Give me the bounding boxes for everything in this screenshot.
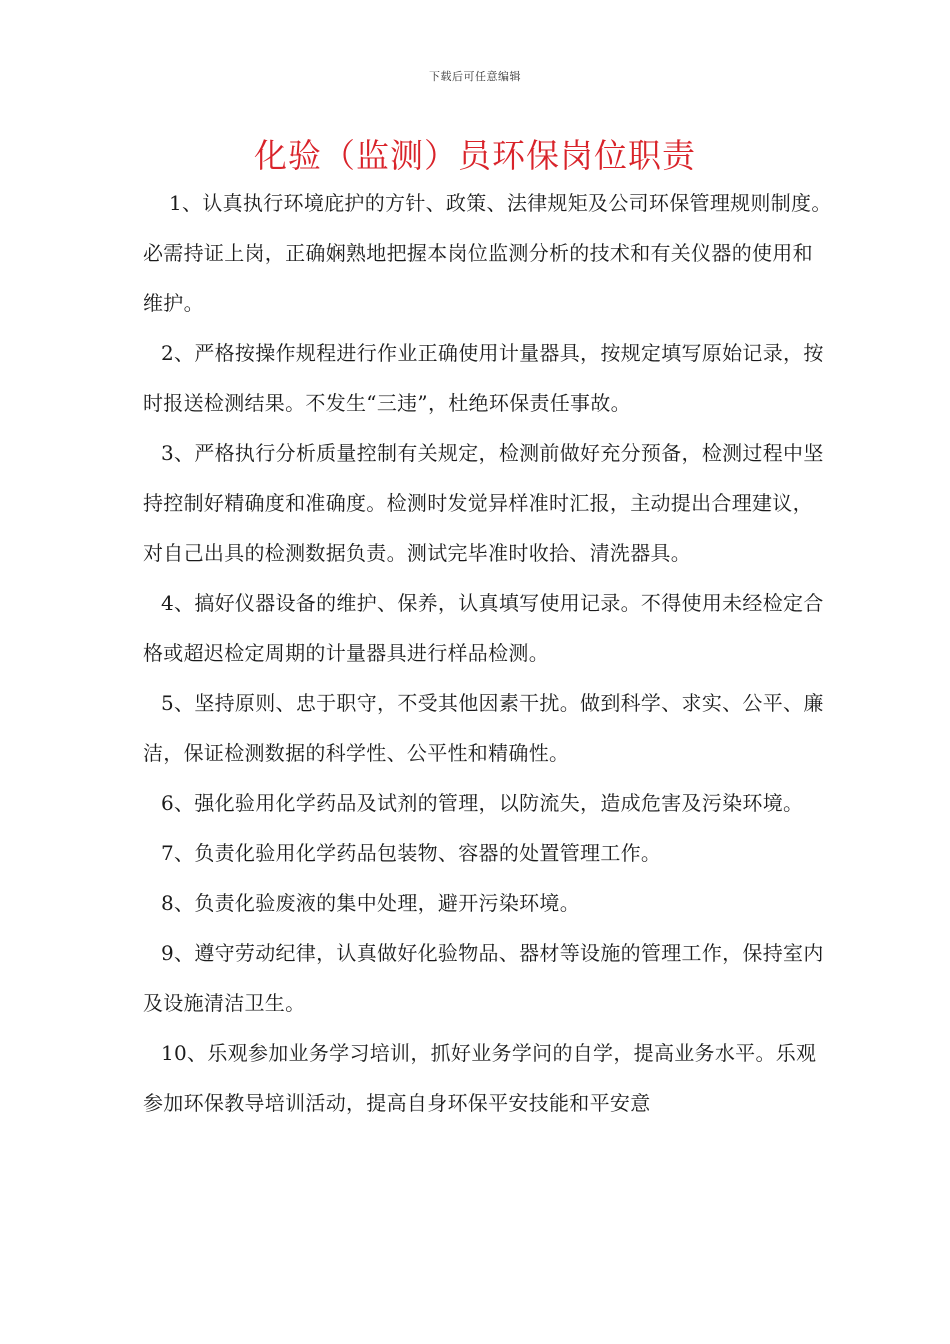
- paragraph-9: 9、遵守劳动纪律，认真做好化验物品、器材等设施的管理工作，保持室内及设施清洁卫生。: [143, 941, 824, 1015]
- header-note: 下载后可任意编辑: [429, 70, 521, 83]
- paragraph-2: 2、严格按操作规程进行作业正确使用计量器具，按规定填写原始记录，按时报送检测结果。不发生“三违”，杜绝环保责任事故。: [143, 341, 824, 415]
- paragraph-6: 6、强化验用化学药品及试剂的管理，以防流失，造成危害及污染环境。: [161, 791, 804, 815]
- document-body: [143, 178, 833, 1128]
- paragraph-5: 5、坚持原则、忠于职守，不受其他因素干扰。做到科学、求实、公平、廉洁，保证检测数据的科学性、公平性和精确性。: [143, 691, 824, 765]
- paragraph-7: 7、负责化验用化学药品包装物、容器的处置管理工作。: [161, 841, 662, 865]
- paragraph-3: 3、严格执行分析质量控制有关规定，检测前做好充分预备，检测过程中坚持控制好精确度和准确度。检测时发觉异样准时汇报，主动提出合理建议，对自己出具的检测数据负责。测试完毕准时收拾、清洗器具。: [143, 441, 824, 565]
- page-title: 化验（监测）员环保岗位职责: [254, 136, 696, 175]
- paragraph-1: 1、认真执行环境庇护的方针、政策、法律规矩及公司环保管理规则制度。必需持证上岗，正确娴熟地把握本岗位监测分析的技术和有关仪器的使用和维护。: [143, 191, 832, 315]
- paragraph-4: 4、搞好仪器设备的维护、保养，认真填写使用记录。不得使用未经检定合格或超迟检定周期的计量器具进行样品检测。: [143, 591, 824, 665]
- paragraph-10: 10、乐观参加业务学习培训，抓好业务学问的自学，提高业务水平。乐观参加环保教导培训活动，提高自身环保平安技能和平安意: [143, 1041, 817, 1115]
- paragraph-8: 8、负责化验废液的集中处理，避开污染环境。: [161, 891, 581, 915]
